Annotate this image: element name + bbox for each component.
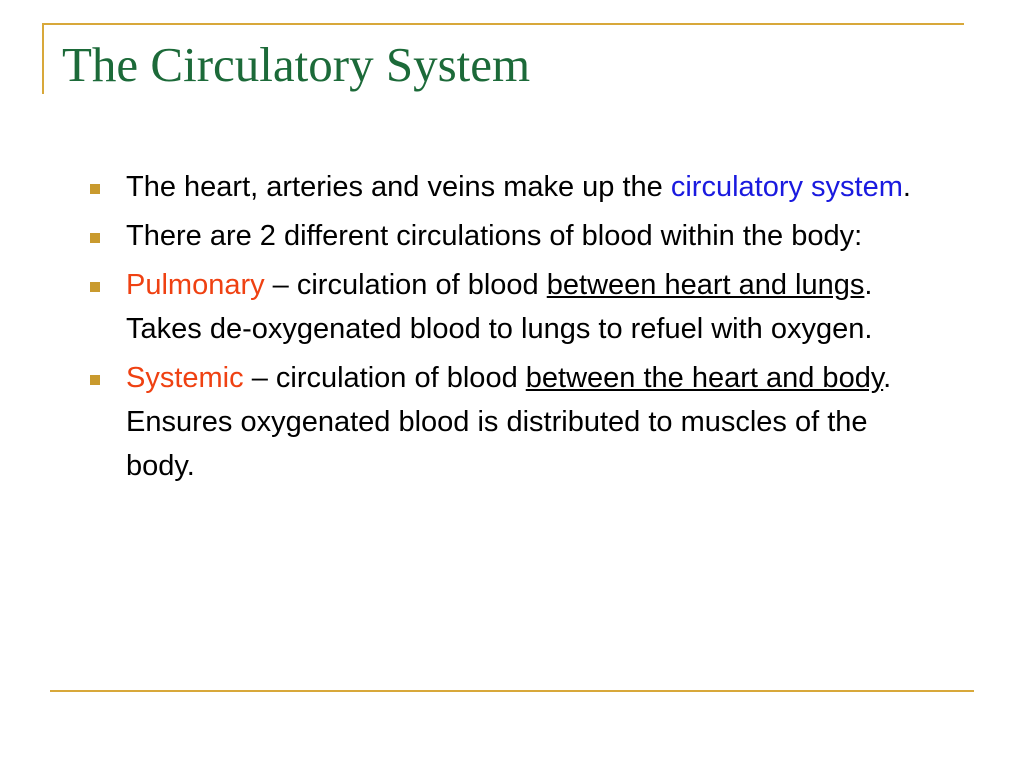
square-bullet-icon [90,375,100,385]
highlighted-term: circulatory system [670,171,903,203]
title-frame-left-line [42,23,44,94]
systemic-term: Systemic [126,362,244,394]
square-bullet-icon [90,282,100,292]
footer-divider-line [50,690,974,692]
title-frame-top-line [42,23,964,25]
bullet-item-two-circulations [88,214,938,258]
pulmonary-term: Pulmonary [126,269,265,301]
square-bullet-icon [90,233,100,243]
bullet-text-end: . [902,171,911,203]
bullet-text: – circulation of blood [243,362,526,394]
bullet-text: – circulation of blood [264,269,547,301]
bullet-list [88,165,938,493]
bullet-item-systemic [88,356,938,488]
underlined-phrase: between heart and lungs [546,269,865,301]
bullet-item-circulatory-system [88,165,938,209]
bullet-text: The heart, arteries and veins make up the [126,171,671,203]
slide-title: The Circulatory System [62,37,531,92]
bullet-text-end: . Takes de-oxygenated blood to lungs to refuel with oxygen. [126,269,873,345]
bullet-item-pulmonary [88,263,938,351]
underlined-phrase: between the heart and body [525,362,884,394]
square-bullet-icon [90,184,100,194]
bullet-text: There are 2 different circulations of blood within the body: [126,220,863,252]
bullet-text-end: . Ensures oxygenated blood is distributed to muscles of the body. [126,362,892,482]
